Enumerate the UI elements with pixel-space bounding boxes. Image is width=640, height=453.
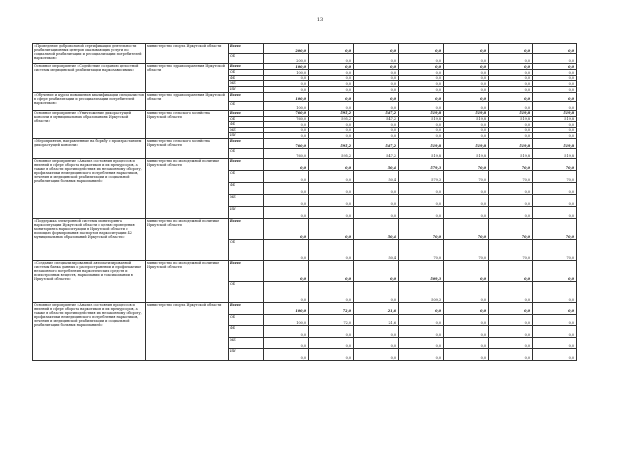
amount-cell: 0,0 (489, 54, 533, 64)
amount-cell: 0,0 (309, 87, 354, 93)
activity-name-cell: Основное мероприятие «Анализ состояния процессов и явлений в сфере оборота наркотиков и их прекурсоров, а также в области противодействия их незаконному обороту, профилактики немедицинского потребления наркотиков, лечения и медицинской реабилитации и социальной реабилитации больных наркоманией» (33, 302, 146, 360)
amount-cell: 0,0 (264, 127, 309, 133)
amount-cell: 0,0 (264, 158, 309, 170)
amount-cell: 519,8 (399, 116, 444, 122)
amount-cell: 0,0 (399, 302, 444, 314)
amount-cell: 0,0 (309, 281, 354, 302)
funding-source-cell: МБ (229, 194, 264, 206)
amount-cell: 70,0 (533, 158, 577, 170)
funding-source-cell: ОБ (229, 69, 264, 75)
amount-cell: 0,0 (264, 218, 309, 239)
activity-name-cell: Основное мероприятие «Анализ состояния процессов и явлений в сфере оборота наркотиков и их прекурсоров, а также в области противодействия их незаконному обороту, профилактики немедицинского потребления наркотиков, лечения и медицинской реабилитации и социальной реабилитации больных наркоманией» (33, 158, 146, 218)
amount-cell: 0,0 (264, 182, 309, 194)
amount-cell: 0,0 (399, 69, 444, 75)
amount-cell: 70,0 (489, 239, 533, 260)
executor-cell: министерство по молодежной политике Иркутской области (146, 218, 229, 260)
amount-cell: 0,0 (264, 87, 309, 93)
amount-cell: 0,0 (354, 133, 399, 139)
funding-source-cell: Всего (229, 110, 264, 116)
funding-source-cell: ОБ (229, 116, 264, 122)
amount-cell: 0,0 (489, 260, 533, 281)
amount-cell: 0,0 (354, 337, 399, 349)
amount-cell: 0,0 (309, 127, 354, 133)
amount-cell: 200,0 (264, 54, 309, 64)
amount-cell: 0,0 (399, 87, 444, 93)
amount-cell: 547,2 (354, 138, 399, 148)
page-number: 13 (316, 17, 324, 23)
amount-cell: 595,2 (309, 116, 354, 122)
amount-cell: 0,0 (444, 182, 489, 194)
amount-cell: 0,0 (444, 122, 489, 128)
table-row (33, 92, 577, 101)
table-row (33, 260, 577, 281)
funding-source-cell: ИИ (229, 206, 264, 218)
amount-cell: 200,0 (264, 44, 309, 54)
budget-table (32, 43, 577, 361)
amount-cell: 100,0 (264, 92, 309, 101)
amount-cell: 519,8 (399, 148, 444, 158)
amount-cell: 0,0 (309, 75, 354, 81)
activity-name-cell: Основное мероприятие «Содействие созданию целостной системы медицинской реабилитации наркозависимых» (33, 64, 146, 93)
amount-cell: 70,0 (489, 158, 533, 170)
amount-cell: 0,0 (399, 349, 444, 361)
amount-cell: 0,0 (264, 206, 309, 218)
amount-cell: 0,0 (444, 81, 489, 87)
funding-source-cell: ИИ (229, 87, 264, 93)
amount-cell: 0,0 (489, 302, 533, 314)
amount-cell: 0,0 (399, 337, 444, 349)
funding-source-cell: ОБ (229, 101, 264, 110)
amount-cell: 760,0 (264, 110, 309, 116)
amount-cell: 0,0 (264, 122, 309, 128)
amount-cell: 579,3 (399, 170, 444, 182)
amount-cell: 0,0 (444, 133, 489, 139)
amount-cell: 50,4 (354, 170, 399, 182)
amount-cell: 519,8 (399, 138, 444, 148)
funding-source-cell: ОБ (229, 314, 264, 326)
amount-cell: 70,0 (533, 239, 577, 260)
amount-cell: 519,8 (489, 148, 533, 158)
amount-cell: 21,6 (354, 314, 399, 326)
amount-cell: 50,4 (354, 239, 399, 260)
amount-cell: 519,8 (489, 116, 533, 122)
funding-source-cell: ОБ (229, 239, 264, 260)
amount-cell: 0,0 (533, 122, 577, 128)
amount-cell: 0,0 (489, 122, 533, 128)
amount-cell: 0,0 (489, 349, 533, 361)
amount-cell: 519,8 (489, 138, 533, 148)
amount-cell: 70,0 (533, 218, 577, 239)
amount-cell: 0,0 (489, 182, 533, 194)
amount-cell: 0,0 (309, 44, 354, 54)
amount-cell: 70,0 (489, 218, 533, 239)
amount-cell: 0,0 (533, 75, 577, 81)
activity-name-cell: «Обучение и курсы повышения квалификации специалистов в сфере реабилитации и ресоциализации потребителей наркотиков» (33, 92, 146, 110)
amount-cell: 0,0 (444, 194, 489, 206)
amount-cell: 0,0 (533, 314, 577, 326)
amount-cell: 0,0 (444, 87, 489, 93)
amount-cell: 0,0 (354, 44, 399, 54)
amount-cell: 70,0 (533, 170, 577, 182)
amount-cell: 0,0 (264, 260, 309, 281)
amount-cell: 100,0 (264, 302, 309, 314)
table-row (33, 44, 577, 54)
funding-source-cell: Всего (229, 302, 264, 314)
amount-cell: 0,0 (444, 69, 489, 75)
amount-cell: 50,4 (354, 158, 399, 170)
funding-source-cell: МБ (229, 127, 264, 133)
amount-cell: 70,0 (444, 170, 489, 182)
amount-cell: 0,0 (354, 122, 399, 128)
amount-cell: 0,0 (354, 81, 399, 87)
amount-cell: 519,8 (444, 138, 489, 148)
amount-cell: 0,0 (264, 194, 309, 206)
amount-cell: 519,8 (444, 110, 489, 116)
amount-cell: 0,0 (399, 326, 444, 338)
funding-source-cell: ФБ (229, 182, 264, 194)
table-row (33, 218, 577, 239)
amount-cell: 0,0 (533, 206, 577, 218)
executor-cell: министерство сельского хозяйства Иркутской области (146, 138, 229, 158)
amount-cell: 0,0 (489, 326, 533, 338)
funding-source-cell: Всего (229, 92, 264, 101)
executor-cell: министерство здравоохранения Иркутской области (146, 92, 229, 110)
amount-cell: 0,0 (533, 101, 577, 110)
amount-cell: 0,0 (309, 218, 354, 239)
amount-cell: 579,3 (399, 158, 444, 170)
amount-cell: 0,0 (309, 170, 354, 182)
activity-name-cell: «Поддержка электронной системы мониторинга наркоситуации Иркутской области с целью проведения мониторинга наркоситуации в Иркутской области с помощью формирования паспортов наркоситуации 42 муниципальных образований Иркутской области» (33, 218, 146, 260)
amount-cell: 0,0 (309, 337, 354, 349)
amount-cell: 0,0 (354, 87, 399, 93)
amount-cell: 0,0 (399, 101, 444, 110)
amount-cell: 0,0 (489, 101, 533, 110)
amount-cell: 0,0 (399, 194, 444, 206)
amount-cell: 519,8 (533, 110, 577, 116)
amount-cell: 0,0 (264, 170, 309, 182)
executor-cell: министерство по молодежной политике Иркутской области (146, 260, 229, 302)
amount-cell: 0,0 (444, 260, 489, 281)
amount-cell: 0,0 (444, 44, 489, 54)
amount-cell: 0,0 (533, 44, 577, 54)
executor-cell: министерство здравоохранения Иркутской области (146, 64, 229, 93)
funding-source-cell: ОБ (229, 170, 264, 182)
amount-cell: 0,0 (444, 314, 489, 326)
amount-cell: 50,4 (354, 218, 399, 239)
amount-cell: 0,0 (309, 206, 354, 218)
amount-cell: 0,0 (264, 75, 309, 81)
amount-cell: 0,0 (354, 75, 399, 81)
amount-cell: 0,0 (309, 64, 354, 70)
amount-cell: 0,0 (309, 349, 354, 361)
amount-cell: 0,0 (533, 54, 577, 64)
amount-cell: 70,0 (399, 239, 444, 260)
amount-cell: 72,0 (309, 314, 354, 326)
amount-cell: 100,0 (264, 64, 309, 70)
amount-cell: 0,0 (533, 349, 577, 361)
amount-cell: 0,0 (533, 69, 577, 75)
amount-cell: 0,0 (264, 239, 309, 260)
amount-cell: 0,0 (309, 69, 354, 75)
amount-cell: 0,0 (444, 75, 489, 81)
amount-cell: 0,0 (533, 182, 577, 194)
amount-cell: 0,0 (444, 54, 489, 64)
amount-cell: 547,2 (354, 116, 399, 122)
amount-cell: 100,0 (264, 314, 309, 326)
amount-cell: 760,0 (264, 138, 309, 148)
amount-cell: 0,0 (309, 182, 354, 194)
amount-cell: 0,0 (354, 127, 399, 133)
amount-cell: 0,0 (399, 206, 444, 218)
amount-cell: 0,0 (533, 260, 577, 281)
amount-cell: 0,0 (489, 87, 533, 93)
amount-cell: 0,0 (309, 101, 354, 110)
amount-cell: 0,0 (309, 194, 354, 206)
amount-cell: 0,0 (444, 302, 489, 314)
amount-cell: 0,0 (533, 302, 577, 314)
amount-cell: 0,0 (309, 158, 354, 170)
amount-cell: 72,0 (309, 302, 354, 314)
amount-cell: 70,0 (399, 218, 444, 239)
amount-cell: 0,0 (309, 122, 354, 128)
amount-cell: 0,0 (533, 133, 577, 139)
amount-cell: 0,0 (489, 127, 533, 133)
funding-source-cell: ОБ (229, 54, 264, 64)
amount-cell: 519,8 (444, 148, 489, 158)
amount-cell: 0,0 (399, 127, 444, 133)
amount-cell: 509,3 (399, 260, 444, 281)
amount-cell: 0,0 (399, 81, 444, 87)
activity-name-cell: «Мероприятия, направленные на борьбу с произрастанием дикорастущей конопли» (33, 138, 146, 158)
amount-cell: 0,0 (399, 92, 444, 101)
funding-source-cell: ОБ (229, 281, 264, 302)
funding-source-cell: ФБ (229, 75, 264, 81)
amount-cell: 595,2 (309, 110, 354, 116)
funding-source-cell: ФБ (229, 326, 264, 338)
amount-cell: 0,0 (354, 101, 399, 110)
amount-cell: 0,0 (264, 337, 309, 349)
amount-cell: 0,0 (444, 281, 489, 302)
amount-cell: 0,0 (489, 92, 533, 101)
amount-cell: 0,0 (309, 133, 354, 139)
funding-source-cell: МБ (229, 81, 264, 87)
amount-cell: 0,0 (264, 281, 309, 302)
amount-cell: 519,8 (399, 110, 444, 116)
amount-cell: 0,0 (489, 133, 533, 139)
amount-cell: 0,0 (444, 101, 489, 110)
amount-cell: 0,0 (354, 54, 399, 64)
amount-cell: 70,0 (444, 158, 489, 170)
amount-cell: 0,0 (399, 133, 444, 139)
amount-cell: 519,8 (533, 148, 577, 158)
amount-cell: 21,6 (354, 302, 399, 314)
amount-cell: 0,0 (489, 281, 533, 302)
amount-cell: 0,0 (309, 260, 354, 281)
amount-cell: 0,0 (533, 92, 577, 101)
amount-cell: 0,0 (533, 127, 577, 133)
executor-cell: министерство по молодежной политике Иркутской области (146, 158, 229, 218)
funding-source-cell: Всего (229, 138, 264, 148)
amount-cell: 595,2 (309, 138, 354, 148)
amount-cell: 0,0 (489, 337, 533, 349)
funding-source-cell: ФБ (229, 122, 264, 128)
amount-cell: 547,2 (354, 148, 399, 158)
funding-source-cell: Всего (229, 158, 264, 170)
amount-cell: 519,8 (489, 110, 533, 116)
amount-cell: 70,0 (444, 218, 489, 239)
amount-cell: 0,0 (264, 326, 309, 338)
funding-source-cell: Всего (229, 44, 264, 54)
amount-cell: 0,0 (354, 349, 399, 361)
amount-cell: 0,0 (399, 182, 444, 194)
amount-cell: 0,0 (399, 44, 444, 54)
executor-cell: министерство сельского хозяйства Иркутской области (146, 110, 229, 138)
amount-cell: 0,0 (354, 281, 399, 302)
funding-source-cell: Всего (229, 218, 264, 239)
amount-cell: 0,0 (444, 337, 489, 349)
amount-cell: 547,2 (354, 110, 399, 116)
amount-cell: 0,0 (399, 64, 444, 70)
amount-cell: 0,0 (354, 92, 399, 101)
amount-cell: 0,0 (399, 75, 444, 81)
amount-cell: 0,0 (533, 337, 577, 349)
amount-cell: 0,0 (533, 326, 577, 338)
amount-cell: 70,0 (489, 170, 533, 182)
amount-cell: 0,0 (309, 81, 354, 87)
amount-cell: 0,0 (264, 349, 309, 361)
amount-cell: 0,0 (354, 182, 399, 194)
amount-cell: 519,8 (533, 116, 577, 122)
amount-cell: 0,0 (264, 133, 309, 139)
amount-cell: 595,2 (309, 148, 354, 158)
amount-cell: 0,0 (354, 206, 399, 218)
table-row (33, 158, 577, 170)
amount-cell: 0,0 (399, 54, 444, 64)
amount-cell: 0,0 (354, 326, 399, 338)
amount-cell: 0,0 (309, 92, 354, 101)
amount-cell: 0,0 (489, 206, 533, 218)
amount-cell: 0,0 (354, 194, 399, 206)
amount-cell: 0,0 (489, 314, 533, 326)
amount-cell: 0,0 (309, 239, 354, 260)
funding-source-cell: ИИ (229, 349, 264, 361)
amount-cell: 0,0 (354, 64, 399, 70)
amount-cell: 0,0 (399, 122, 444, 128)
amount-cell: 0,0 (533, 87, 577, 93)
amount-cell: 0,0 (444, 326, 489, 338)
executor-cell: министерство спорта Иркутской области (146, 302, 229, 360)
activity-name-cell: Основное мероприятие «Уничтожение дикорастущей конопли в муниципальных образованиях Иркутской области» (33, 110, 146, 138)
amount-cell: 760,0 (264, 116, 309, 122)
activity-name-cell: «Проведение добровольной сертификации деятельности реабилитационных центров оказывающих услуги по социальной реабилитации и ресоциализации потребителей наркотиков» (33, 44, 146, 64)
amount-cell: 100,0 (264, 101, 309, 110)
amount-cell: 0,0 (399, 314, 444, 326)
funding-source-cell: МБ (229, 337, 264, 349)
amount-cell: 0,0 (309, 326, 354, 338)
amount-cell: 0,0 (489, 81, 533, 87)
amount-cell: 509,3 (399, 281, 444, 302)
amount-cell: 0,0 (444, 206, 489, 218)
amount-cell: 519,8 (533, 138, 577, 148)
amount-cell: 0,0 (489, 194, 533, 206)
activity-name-cell: «Создание специализированной автоматизированной системы банка данных о распространении и профилактике незаконного потребления наркотических средств и психотропных веществ, наркомании и токсикомании в Иркутской области» (33, 260, 146, 302)
amount-cell: 0,0 (444, 92, 489, 101)
amount-cell: 0,0 (489, 75, 533, 81)
amount-cell: 0,0 (489, 44, 533, 54)
funding-source-cell: ОБ (229, 148, 264, 158)
funding-source-cell: Всего (229, 64, 264, 70)
table-row (33, 138, 577, 148)
amount-cell: 0,0 (309, 54, 354, 64)
amount-cell: 0,0 (264, 81, 309, 87)
funding-source-cell: ИИ (229, 133, 264, 139)
table-row (33, 302, 577, 314)
amount-cell: 70,0 (444, 239, 489, 260)
amount-cell: 760,0 (264, 148, 309, 158)
amount-cell: 0,0 (489, 64, 533, 70)
amount-cell: 0,0 (444, 64, 489, 70)
amount-cell: 100,0 (264, 69, 309, 75)
amount-cell: 0,0 (533, 194, 577, 206)
amount-cell: 0,0 (354, 260, 399, 281)
amount-cell: 0,0 (533, 64, 577, 70)
amount-cell: 0,0 (533, 81, 577, 87)
amount-cell: 0,0 (533, 281, 577, 302)
funding-source-cell: Всего (229, 260, 264, 281)
amount-cell: 0,0 (354, 69, 399, 75)
amount-cell: 519,8 (444, 116, 489, 122)
amount-cell: 0,0 (444, 127, 489, 133)
executor-cell: министерство спорта Иркутской области (146, 44, 229, 64)
amount-cell: 0,0 (444, 349, 489, 361)
amount-cell: 0,0 (489, 69, 533, 75)
